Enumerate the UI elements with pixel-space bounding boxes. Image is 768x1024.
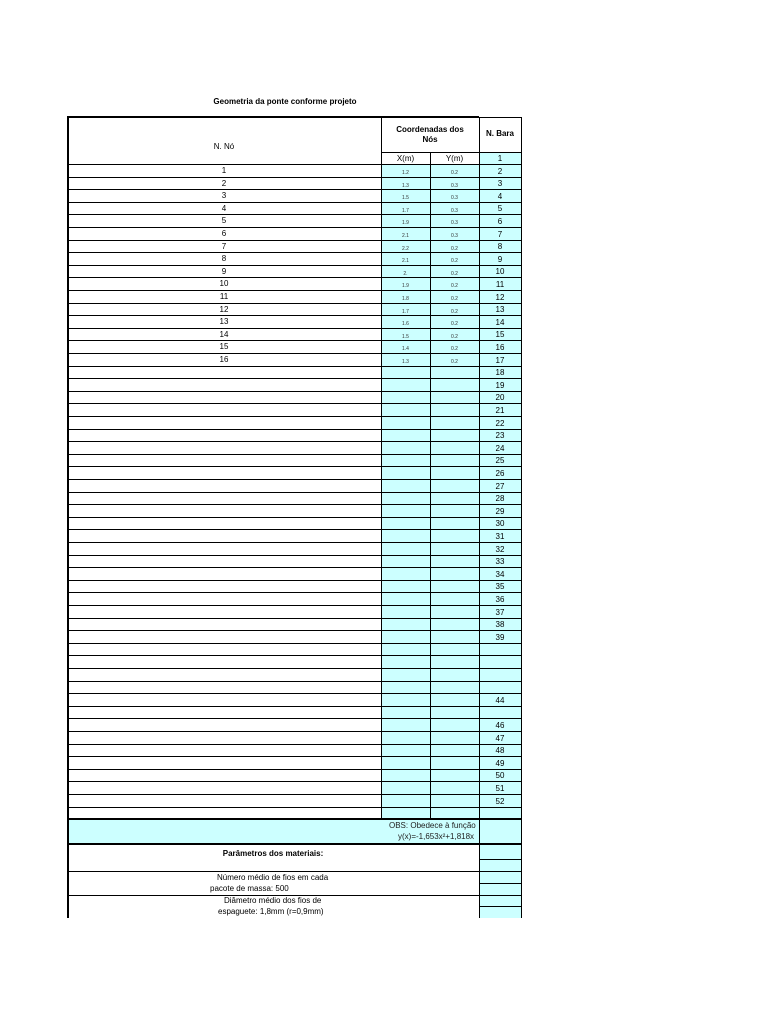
x-value-cell: 1.7 — [402, 208, 409, 214]
node-number-cell: 6 — [221, 229, 227, 238]
materials-divider-1 — [67, 871, 479, 872]
bar-number-cell: 1 — [497, 154, 503, 163]
bar-number-cell: 21 — [495, 406, 505, 415]
bar-extra-row-border — [479, 895, 521, 896]
node-number-cell: 13 — [219, 317, 229, 326]
subheader-border — [381, 152, 521, 153]
row-border — [67, 529, 521, 530]
bar-number-cell: 51 — [495, 784, 505, 793]
bar-number-cell: 15 — [495, 330, 505, 339]
row-border — [67, 479, 521, 480]
bar-number-header: N. Bara — [485, 129, 514, 138]
y-value-cell: 0.2 — [451, 346, 458, 352]
x-value-cell: 1.6 — [402, 321, 409, 327]
bar-number-cell: 18 — [495, 368, 505, 377]
x-value-cell: 1.5 — [402, 195, 409, 201]
bar-number-cell: 36 — [495, 595, 505, 604]
row-border — [67, 403, 521, 404]
bar-number-cell: 48 — [495, 746, 505, 755]
bar-number-cell: 24 — [495, 444, 505, 453]
bar-number-cell: 7 — [497, 230, 503, 239]
bar-number-cell: 32 — [495, 545, 505, 554]
row-border — [67, 718, 521, 719]
bar-number-cell: 35 — [495, 582, 505, 591]
row-border — [67, 492, 521, 493]
bar-number-cell: 46 — [495, 721, 505, 730]
node-number-cell: 3 — [221, 191, 227, 200]
row-border — [67, 756, 521, 757]
node-number-cell: 2 — [221, 179, 227, 188]
row-border — [67, 466, 521, 467]
bar-number-cell: 16 — [495, 343, 505, 352]
row-border — [67, 706, 521, 707]
row-border — [67, 504, 521, 505]
right-border — [521, 117, 522, 918]
y-value-cell: 0.2 — [451, 296, 458, 302]
bar-number-cell: 3 — [497, 179, 503, 188]
x-value-cell: 1.5 — [402, 334, 409, 340]
row-border — [67, 769, 521, 770]
bar-number-cell: 11 — [495, 280, 505, 289]
page-title: Geometria da ponte conforme projeto — [213, 97, 357, 106]
y-value-cell: 0.2 — [451, 246, 458, 252]
y-value-cell: 0.3 — [451, 208, 458, 214]
node-number-cell: 11 — [219, 292, 229, 301]
x-header: X(m) — [396, 154, 415, 163]
row-border — [67, 378, 521, 379]
bar-number-cell: 29 — [495, 507, 505, 516]
x-value-cell: 1.3 — [402, 183, 409, 189]
bar-number-cell: 30 — [495, 519, 505, 528]
y-value-cell: 0.2 — [451, 334, 458, 340]
x-value-cell: 2.2 — [402, 246, 409, 252]
materials-title: Parâmetros dos materiais: — [222, 849, 324, 858]
coordinates-header: Coordenadas dos Nós — [396, 125, 464, 144]
y-value-cell: 0.2 — [451, 258, 458, 264]
row-border — [67, 429, 521, 430]
x-value-cell: 1.7 — [402, 309, 409, 315]
y-value-cell: 0.2 — [451, 321, 458, 327]
bar-number-cell: 4 — [497, 192, 503, 201]
bar-number-cell: 49 — [495, 759, 505, 768]
x-value-cell: 2.1 — [402, 233, 409, 239]
row-border — [67, 655, 521, 656]
bar-number-cell: 37 — [495, 608, 505, 617]
row-border — [67, 580, 521, 581]
bar-number-cell: 34 — [495, 570, 505, 579]
node-number-cell: 5 — [221, 216, 227, 225]
bar-extra-row-border — [479, 871, 521, 872]
bar-number-cell: 5 — [497, 204, 503, 213]
obs-bottom-border — [67, 843, 521, 845]
obs-line-1: OBS: Obedece à função — [389, 821, 476, 830]
bar-number-cell: 22 — [495, 419, 505, 428]
row-border — [67, 618, 521, 619]
header-bottom-border — [67, 164, 521, 165]
obs-top-border — [67, 818, 521, 820]
row-border — [67, 517, 521, 518]
x-value-cell: 1.9 — [402, 220, 409, 226]
row-border — [67, 542, 521, 543]
bar-number-cell: 50 — [495, 771, 505, 780]
row-border — [67, 731, 521, 732]
y-value-cell: 0.3 — [451, 233, 458, 239]
row-border — [67, 693, 521, 694]
y-value-cell: 0.2 — [451, 359, 458, 365]
x-value-cell: 2. — [403, 271, 408, 277]
bar-extra-row-border — [479, 859, 521, 860]
material-item-2-line-1: Diâmetro médio dos fios de — [224, 896, 322, 905]
node-number-cell: 8 — [221, 254, 227, 263]
material-item-2-line-2: espaguete: 1,8mm (r=0,9mm) — [218, 907, 324, 916]
bar-number-cell: 33 — [495, 557, 505, 566]
y-value-cell: 0.3 — [451, 220, 458, 226]
node-number-cell: 16 — [219, 355, 229, 364]
bar-number-cell: 19 — [495, 381, 505, 390]
x-value-cell: 1.4 — [402, 346, 409, 352]
node-number-cell: 4 — [221, 204, 227, 213]
row-border — [67, 567, 521, 568]
row-border — [67, 781, 521, 782]
x-value-cell: 1.2 — [402, 170, 409, 176]
x-value-cell: 2.1 — [402, 258, 409, 264]
x-value-cell: 1.3 — [402, 359, 409, 365]
obs-line-2: y(x)=-1,653x²+1,818x — [398, 832, 475, 841]
row-border — [67, 605, 521, 606]
row-border — [67, 794, 521, 795]
row-border — [67, 454, 521, 455]
bar-number-cell: 27 — [495, 482, 505, 491]
node-number-cell: 14 — [219, 330, 229, 339]
row-border — [67, 630, 521, 631]
bar-header-top-border — [479, 117, 521, 118]
row-border — [67, 391, 521, 392]
y-header: Y(m) — [445, 154, 464, 163]
node-number-cell: 12 — [219, 305, 229, 314]
bar-number-cell: 9 — [497, 255, 503, 264]
bar-number-cell: 17 — [495, 356, 505, 365]
y-value-cell: 0.2 — [451, 170, 458, 176]
bar-number-cell: 12 — [495, 293, 505, 302]
x-value-cell: 1.9 — [402, 283, 409, 289]
y-value-cell: 0.3 — [451, 183, 458, 189]
table-top-border — [67, 116, 479, 118]
row-border — [67, 681, 521, 682]
bar-number-cell: 14 — [495, 318, 505, 327]
node-number-cell: 7 — [221, 242, 227, 251]
row-border — [67, 643, 521, 644]
material-item-1-line-2: pacote de massa: 500 — [210, 884, 289, 893]
bar-number-cell: 10 — [495, 267, 505, 276]
node-number-cell: 15 — [219, 342, 229, 351]
bar-number-cell: 2 — [497, 167, 503, 176]
row-border — [67, 592, 521, 593]
row-border — [67, 441, 521, 442]
bar-extra-row-border — [479, 906, 521, 907]
bar-number-cell: 13 — [495, 305, 505, 314]
bar-number-cell: 23 — [495, 431, 505, 440]
x-value-cell: 1.8 — [402, 296, 409, 302]
y-value-cell: 0.2 — [451, 283, 458, 289]
node-number-cell: 9 — [221, 267, 227, 276]
bar-number-cell: 20 — [495, 393, 505, 402]
bar-number-cell: 39 — [495, 633, 505, 642]
row-border — [67, 744, 521, 745]
row-border — [67, 416, 521, 417]
y-value-cell: 0.2 — [451, 309, 458, 315]
bar-number-cell: 25 — [495, 456, 505, 465]
bar-number-cell: 8 — [497, 242, 503, 251]
node-number-header: N. Nó — [213, 142, 235, 151]
material-item-1-line-1: Número médio de fios em cada — [217, 873, 329, 882]
bar-number-cell: 28 — [495, 494, 505, 503]
y-value-cell: 0.3 — [451, 195, 458, 201]
bar-extra-row-border — [479, 883, 521, 884]
row-border — [67, 555, 521, 556]
bar-number-cell: 6 — [497, 217, 503, 226]
bar-number-cell: 44 — [495, 696, 505, 705]
node-number-cell: 1 — [221, 166, 227, 175]
y-value-cell: 0.2 — [451, 271, 458, 277]
bar-number-cell: 38 — [495, 620, 505, 629]
row-border — [67, 668, 521, 669]
bar-number-cell: 52 — [495, 797, 505, 806]
bar-number-cell: 31 — [495, 532, 505, 541]
row-border — [67, 807, 521, 808]
bar-number-cell: 26 — [495, 469, 505, 478]
node-number-cell: 10 — [219, 279, 229, 288]
bar-number-cell: 47 — [495, 734, 505, 743]
